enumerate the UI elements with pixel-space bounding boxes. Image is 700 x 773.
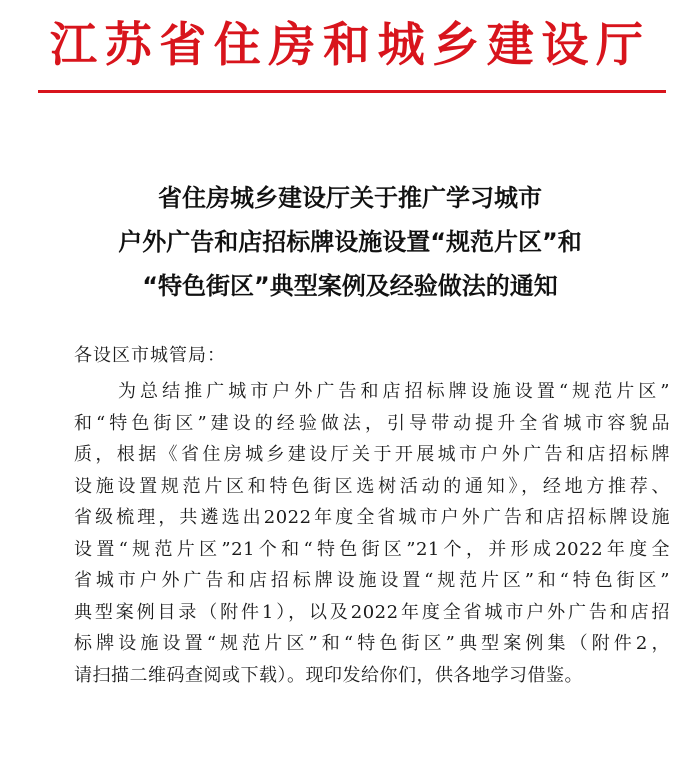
letterhead-title: 江苏省住房和城乡建设厅 xyxy=(50,18,650,73)
paragraph-line: 设施设置规范片区和特色街区选树活动的通知》，经地方推荐、 xyxy=(74,475,670,497)
paragraph-line: 和“特色街区”建设的经验做法，引导带动提升全省城市容貌品 xyxy=(74,412,670,434)
notice-title xyxy=(40,176,660,308)
paragraph-line: 为总结推广城市户外广告和店招标牌设施设置“规范片区” xyxy=(118,381,670,402)
paragraph-line: 省城市户外广告和店招标牌设施设置“规范片区”和“特色街区” xyxy=(74,570,670,591)
notice-title-line-1: 省住房城乡建设厅关于推广学习城市 xyxy=(158,184,542,212)
paragraph-line: 典型案例目录（附件1），以及2022年度全省城市户外广告和店招 xyxy=(74,601,670,623)
paragraph-line: 请扫描二维码查阅或下载）。现印发给你们，供各地学习借鉴。 xyxy=(74,664,583,686)
notice-title-line-3: “特色街区”典型案例及经验做法的通知 xyxy=(142,272,558,300)
notice-title-line-2: 户外广告和店招标牌设施设置“规范片区”和 xyxy=(118,228,582,256)
notice-body xyxy=(74,340,670,691)
letterhead-red-rule xyxy=(38,90,666,93)
salutation: 各设区市城管局： xyxy=(74,345,226,366)
paragraph-line: 省级梳理，共遴选出2022年度全省城市户外广告和店招标牌设施 xyxy=(74,507,670,528)
paragraph-line: 设置“规范片区”21个和“特色街区”21个，并形成2022年度全 xyxy=(74,538,670,560)
paragraph-line: 标牌设施设置“规范片区”和“特色街区”典型案例集（附件2， xyxy=(74,633,670,654)
paragraph-line: 质，根据《省住房城乡建设厅关于开展城市户外广告和店招标牌 xyxy=(74,444,670,465)
